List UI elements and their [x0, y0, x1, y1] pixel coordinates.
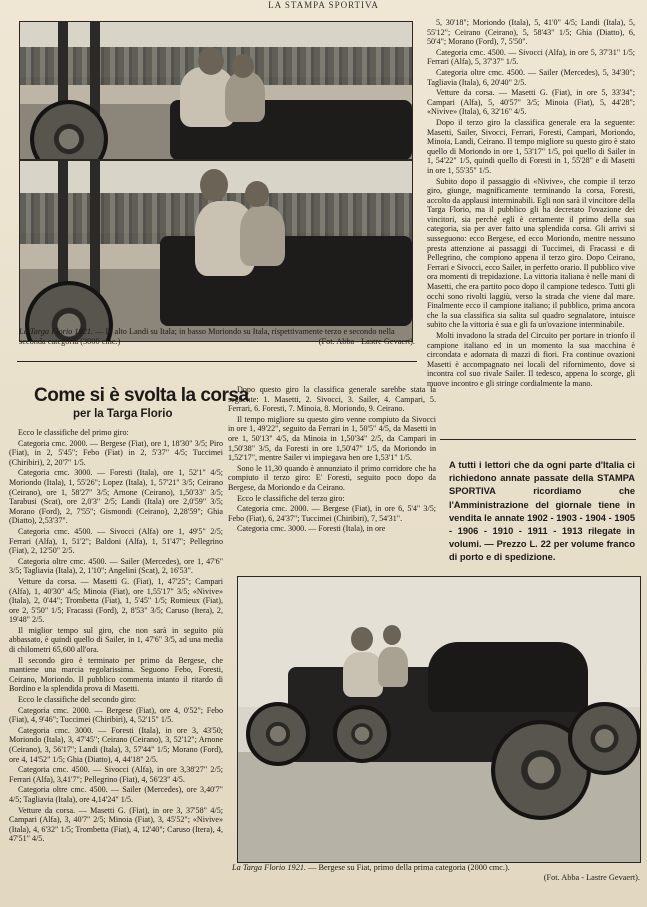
photo-bottom-caption [232, 863, 640, 883]
divider [440, 439, 636, 440]
photo-moriondo-itala [19, 160, 413, 342]
photo-top-caption [19, 327, 415, 347]
col1-paragraph: Categoria oltre cmc. 4500. — Sailer (Mercedes), ore 1, 47'6" 3/5; Tagliavia (Itala), 2, 1'10"; Angelini (Scat), 2, 16'53". [9, 556, 223, 576]
caption-lead: La Targa Florio 1921. [19, 327, 94, 336]
col3-paragraph: Molti invadono la strada del Circuito per portare in trionfo il campione italiano ed in un momento la sua macchina è circondata e adornata di mazzi di fiori. Fra continue ovazioni Masetti è accompagnato nei locali del rifornimento, dove si incontra col suo rivale Sailer. Il tedesco, appena lo scorge, gli muove incontro e gli stringe cordialmente la mano. [427, 331, 635, 388]
page-header: LA STAMPA SPORTIVA [268, 0, 379, 10]
col2-paragraph: Sono le 11,30 quando è annunziato il primo corridore che ha compiuto il terzo giro: E' Foresti, seguito poco dopo da Bergese, da Moriondo e da Ceirano. [228, 463, 436, 492]
col1-paragraph: Vetture da corsa. — Masetti G. (Fiat), 1, 47'25"; Campari (Alfa), 1, 40'30" 4/5; Minoia (Fiat), ore 1,55'17" 3/5; «Nivive» (Itala), 2, 0'44"; Trombetta (Fiat), 1, 5'45" 1/5; Romieux (Fiat), ore 2, 5'50" 1/5; Fracassi (Ford), 2, 8'53" 3/5; Caruso (Itera), 2, 19'48" 2/5. [9, 576, 223, 625]
photo-bergese-fiat [237, 576, 641, 863]
article-subtitle: per la Targa Florio [73, 408, 173, 420]
col1-paragraph: Categoria cmc. 3000. — Foresti (Itala), ore 1, 52'1" 4/5; Moriondo (Itala), 1, 55'26"; Lopez (Itala), 1, 57'21" 3/5; Ceirano (Ceirano), ore 1, 58'27" 3/5; Arnone (Ceirano), 1,50'33" 3/5; Tarabusi (Scat), ore 2,0'3" 2/5; Landi (Itala) ore 2,0'59" 3/5; Morano (Ford), 2, 7'55"; Gismondi (Ceirano), 2,28'59"; Ghia (Diatto), 2,53'37". [9, 468, 223, 526]
col1-paragraph: Ecco le classifiche del secondo giro: [18, 695, 136, 705]
col1-paragraph: Vetture da corsa. — Masetti G. (Fiat), in ore 3, 37'58" 4/5; Campari (Alfa), 3, 40'7" 2/5; Minoia (Fiat), 3, 45'52"; «Nivive» (Itala), 4, 6'32" 1/5; Trombetta (Fiat), 4, 12'40"; Caruso (Itera), 4, 47'51" 4/5. [9, 805, 223, 844]
col3-paragraph: Vetture da corsa. — Masetti G. (Fiat), in ore 5, 33'34"; Campari (Alfa), 5, 40'57" 3/5; Minoia (Fiat), 5, 44'28"; «Nivive» (Itala), 6, 32'16" 4/5. [427, 88, 635, 117]
subscription-notice: A tutti i lettori che da ogni parte d'Italia ci richiedono annate passate della STAMPA SPORTIVA ricordiamo che l'Amministrazione del giornale tiene in vendita le annate 1902 - 1903 - 1904 - 1905 - 1906 - 1910 - 1911 - 1913 rilegate in volumi. — Prezzo L. 22 per volume franco di porto e di spedizione. [449, 460, 635, 563]
column-1 [9, 428, 223, 903]
col1-paragraph: Categoria cmc. 2000. — Bergese (Fiat), ore 4, 0'52"; Febo (Fiat), 4, 9'46"; Tuccimei (Chiribiri), 4, 52'15" 1/5. [9, 705, 223, 725]
col1-paragraph: Categoria cmc. 3000. — Foresti (Itala), in ore 3, 43'50; Moriondo (Itala), 3, 47'45"; Ceirano (Ceirano), 3, 52'12"; Arnone (Ceirano), 3, 56'17"; Landi (Itala), 3, 57'44" 1/5; Morano (Ford), ore 4, 14'52" 1/5; Ghia (Diatto), 4, 44'18" 2/5. [9, 725, 223, 764]
caption-text: — Bergese su Fiat, primo della prima categoria (2000 cmc.). [308, 863, 510, 872]
col3-paragraph: Dopo il terzo giro la classifica generale era la seguente: Masetti, Sailer, Sivocci, Ferrari, Foresti, Campari, Moriondo, Minoia, Landi, Ceirano. Il tempo migliore su questo giro è stato quello di Moriondo in ore 1, 53'17" 1/5, poi quello di Sailer in 1, 54'22" 1/5, quindi quello di Foresti in 1, 55'28" e di Masetti in ore 1, 55'35" 1/5. [427, 117, 635, 175]
col1-paragraph: Categoria cmc. 2000. — Bergese (Fiat), ore 1, 18'30" 3/5; Piro (Fiat), in 2, 5'45"; Febo (Fiat) in 2, 5'37" 4/5; Tuccimei (Chiribiri), 2, 20'7" 1/5. [9, 438, 223, 467]
col1-paragraph: Categoria cmc. 4500. — Sivocci (Alfa) ore 1, 49'5" 2/5; Ferrari (Alfa), 1, 51'2"; Baldoni (Alfa), 1, 51'47"; Pellegrino (Fiat), 2, 12'50" 2/5. [9, 526, 223, 556]
col2-paragraph: Ecco le classifiche del terzo giro: [237, 493, 345, 503]
divider [17, 361, 417, 362]
col2-paragraph: Categoria cmc. 3000. — Foresti (Itala), in ore [237, 524, 386, 534]
article-title: Come si è svolta la corsa [34, 385, 249, 406]
caption-lead: La Targa Florio 1921. [232, 863, 307, 872]
caption-credit: (Fot. Abba - Lastre Gevaert). [543, 873, 640, 882]
col2-paragraph: Il tempo migliore su questo giro venne compiuto da Sivocci in ore 1, 49'22", seguito da Ferrari in 1, 50'5" 4/5, da Masetti in ore 1, 50'13" 4/5, da Minoia in 1,50'34" 2/5, da Campari in 1,50'38" 3/5, da Foresti in ore 1,50'47" 1/5, da Moriondo in 1,52'17", mentre Sailer vi impiegava ben ore 1,53'1" 1/5. [228, 414, 436, 463]
column-2 [228, 385, 436, 568]
col2-paragraph: Categoria cmc. 2000. — Bergese (Fiat), in ore 6, 5'4" 3/5; Febo (Fiat), 6, 24'37"; Tuccimei (Chiribiri), 7, 54'31". [228, 504, 436, 523]
col1-paragraph: Il secondo giro è terminato per primo da Bergese, che mantiene una marcia regolarissima. Seguono Febo, Foresti, Ceirano, Moriondo. Il pubblico commenta intanto il ritardo di Bordino e la splendida prova di Masetti. [9, 655, 223, 694]
col1-paragraph: Ecco le classifiche del primo giro: [18, 428, 129, 437]
col3-paragraph: Categoria oltre cmc. 4500. — Sailer (Mercedes), 5, 34'30"; Tagliavia (Itala), 6, 20'40" 2/5. [427, 67, 635, 87]
col1-paragraph: Categoria oltre cmc. 4500. — Sailer (Mercedes), ore 3,40'7" 4/5; Tagliavia (Itala), ore 4,14'24" 1/5. [9, 785, 223, 804]
col3-paragraph: Subito dopo il passaggio di «Nivive», che compie il terzo giro, giunge, magnificamente terminando la corsa, Foresti, accolto da applausi interminabili. Egli non sarà il vincitore della Targa Florio, ma il pubblico gli ha decretato l'ovazione dei vincitori, sia perchè egli è certamente il primo della sua categoria, sia per aver fatto una splendida corsa. Gli arrivi si susseguono: ecco Bergese, ed ecco Moriondo, mentre nessuno presta attenzione ai passaggi di Tuccimei, di Fracassi e di Pellegrino, che compiono appena il terzo giro. Dopo Ceirano, Ferrari e Sivocci, ecco Sailer, in perfetto orario. Il pubblico vive ora momenti di trepidazione. La vittoria italiana è nelle mani di Masetti, che era partito poco dopo il campione tedesco. Tutti gli occhi sono rivolti laggiù, verso la strada che viene dal mare. Finalmente ecco il campione italiano; il pubblico, prima ancora che la sua classifica sia salita sul quadro segnalatore, intuisce subito che la vittoria è sua e gli fa un'ovazione interminabile. [427, 176, 635, 330]
column-3 [427, 18, 635, 430]
caption-credit: (Fot. Abba - Lastre Gevaert). [318, 337, 415, 346]
caption-text: — In alto Landi su Itala; in basso Moriondo su Itala, rispettivamente terzo e secondo nella seconda categoria (3000 cmc.) [19, 327, 395, 346]
col2-paragraph: Dopo questo giro la classifica generale sarebbe stata la seguente: 1. Masetti, 2. Sivocci, 3. Sailer, 4. Campari, 5. Ferrari, 6. Foresti, 7. Minoia, 8. Moriondo, 9. Ceirano. [228, 385, 436, 414]
photo-landi-itala [19, 21, 413, 160]
col3-paragraph: Categoria cmc. 4500. — Sivocci (Alfa), in ore 5, 37'31" 1/5; Ferrari (Alfa), 5, 37'37" 1/5. [427, 47, 635, 67]
col3-paragraph: 5, 30'18"; Moriondo (Itala), 5, 41'0" 4/5; Landi (Itala), 5, 55'12"; Ceirano (Ceirano), 5, 58'43" 1/5; Ghia (Diatto), 6, 50'4"; Morano (Ford), 7, 5'50". [427, 18, 635, 47]
col1-paragraph: Categoria cmc. 4500. — Sivocci (Alfa), in ore 3,38'27" 2/5; Ferrari (Alfa), 3,41'7"; Pellegrino (Fiat), 4, 56'23" 4/5. [9, 765, 223, 784]
col1-paragraph: Il miglior tempo sul giro, che non sarà in seguito più abbassato, è quindi quello di Sailer, in 1, 47'6" 3/5, ad una media di chilometri 65,600 all'ora. [9, 625, 223, 655]
